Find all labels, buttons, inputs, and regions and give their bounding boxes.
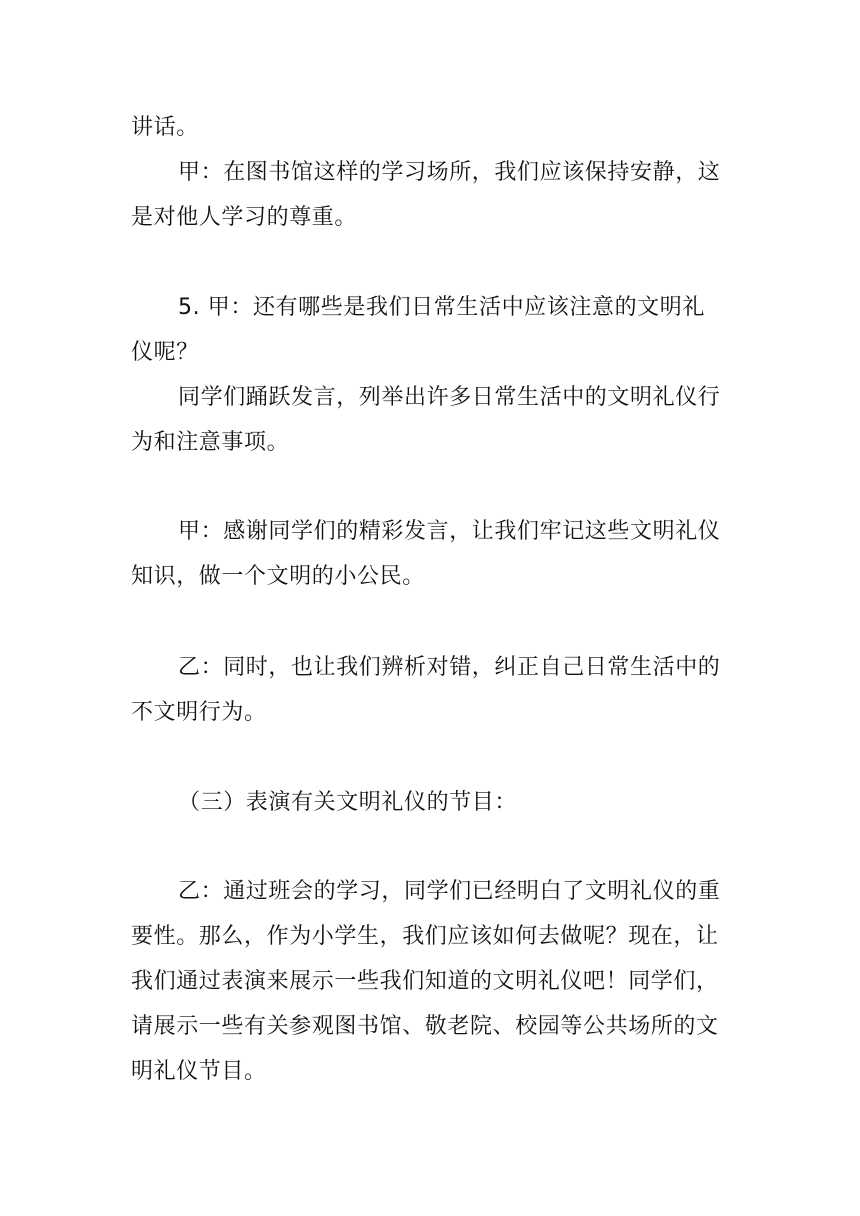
text-line: 知识，做一个文明的小公民。 <box>131 564 425 589</box>
text-line: 要性。那么，作为小学生，我们应该如何去做呢？现在，让 <box>131 924 719 949</box>
text-line: 是对他人学习的尊重。 <box>131 205 358 230</box>
text-line: 明礼仪节目。 <box>131 1059 267 1084</box>
text-line: 乙：通过班会的学习，同学们已经明白了文明礼仪的重 <box>178 879 721 904</box>
text-line: 不文明行为。 <box>131 700 267 725</box>
text-line: 请展示一些有关参观图书馆、敬老院、校园等公共场所的文 <box>131 1014 719 1039</box>
text-line: 甲：感谢同学们的精彩发言，让我们牢记这些文明礼仪 <box>178 519 721 544</box>
section-heading: （三）表演有关文明礼仪的节目： <box>178 790 518 815</box>
text-line: 甲：在图书馆这样的学习场所，我们应该保持安静，这 <box>178 160 721 185</box>
text-line: 为和注意事项。 <box>131 430 290 455</box>
text-line: 仪呢？ <box>131 340 199 365</box>
text-line: 乙：同时，也让我们辨析对错，纠正自己日常生活中的 <box>178 655 721 680</box>
text-line: 讲话。 <box>131 115 199 140</box>
text-line: 5. 甲：还有哪些是我们日常生活中应该注意的文明礼 <box>178 295 705 320</box>
text-line: 同学们踊跃发言，列举出许多日常生活中的文明礼仪行 <box>178 385 721 410</box>
text-line: 我们通过表演来展示一些我们知道的文明礼仪吧！同学们， <box>131 969 719 994</box>
